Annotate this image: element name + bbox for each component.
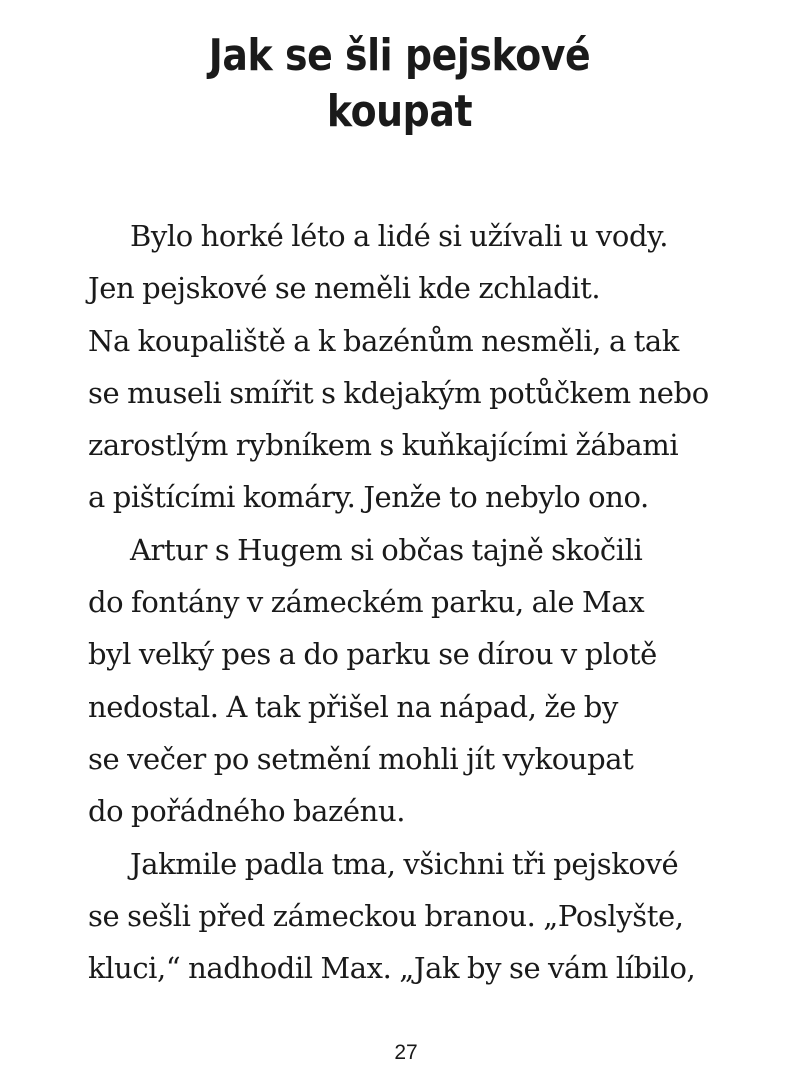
text-line: zarostlým rybníkem s kuňkajícími žábami bbox=[88, 428, 679, 463]
text-line: se večer po setmění mohli jít vykoupat bbox=[88, 741, 634, 776]
text-line: Na koupaliště a k bazénům nesměli, a tak bbox=[88, 323, 679, 358]
text-line: nedostal. A tak přišel na nápad, že by bbox=[88, 689, 618, 724]
text-line: byl velký pes a do parku se dírou v plotě bbox=[88, 637, 657, 672]
story-text bbox=[88, 210, 778, 994]
text-line: do pořádného bazénu. bbox=[88, 794, 406, 829]
text-line: Bylo horké léto a lidé si užívali u vody. bbox=[130, 219, 669, 253]
text-line: Artur s Hugem si občas tajně skočili bbox=[130, 532, 643, 567]
page-number: 27 bbox=[394, 1041, 418, 1064]
text-line: a pištícími komáry. Jenže to nebylo ono. bbox=[88, 480, 649, 515]
chapter-title-line-2: koupat bbox=[326, 86, 473, 137]
text-line: kluci,“ nadhodil Max. „Jak by se vám líbilo, bbox=[88, 951, 696, 986]
text-line: Jakmile padla tma, všichni tři pejskové bbox=[130, 846, 679, 881]
text-line: se sešli před zámeckou branou. „Poslyšte, bbox=[88, 898, 684, 933]
text-line: do fontány v zámeckém parku, ale Max bbox=[88, 585, 645, 620]
text-line: se museli smířit s kdejakým potůčkem nebo bbox=[88, 375, 709, 410]
chapter-title bbox=[56, 28, 743, 140]
text-line: Jen pejskové se neměli kde zchladit. bbox=[88, 271, 601, 306]
chapter-title-line-1: Jak se šli pejskové bbox=[208, 30, 591, 81]
